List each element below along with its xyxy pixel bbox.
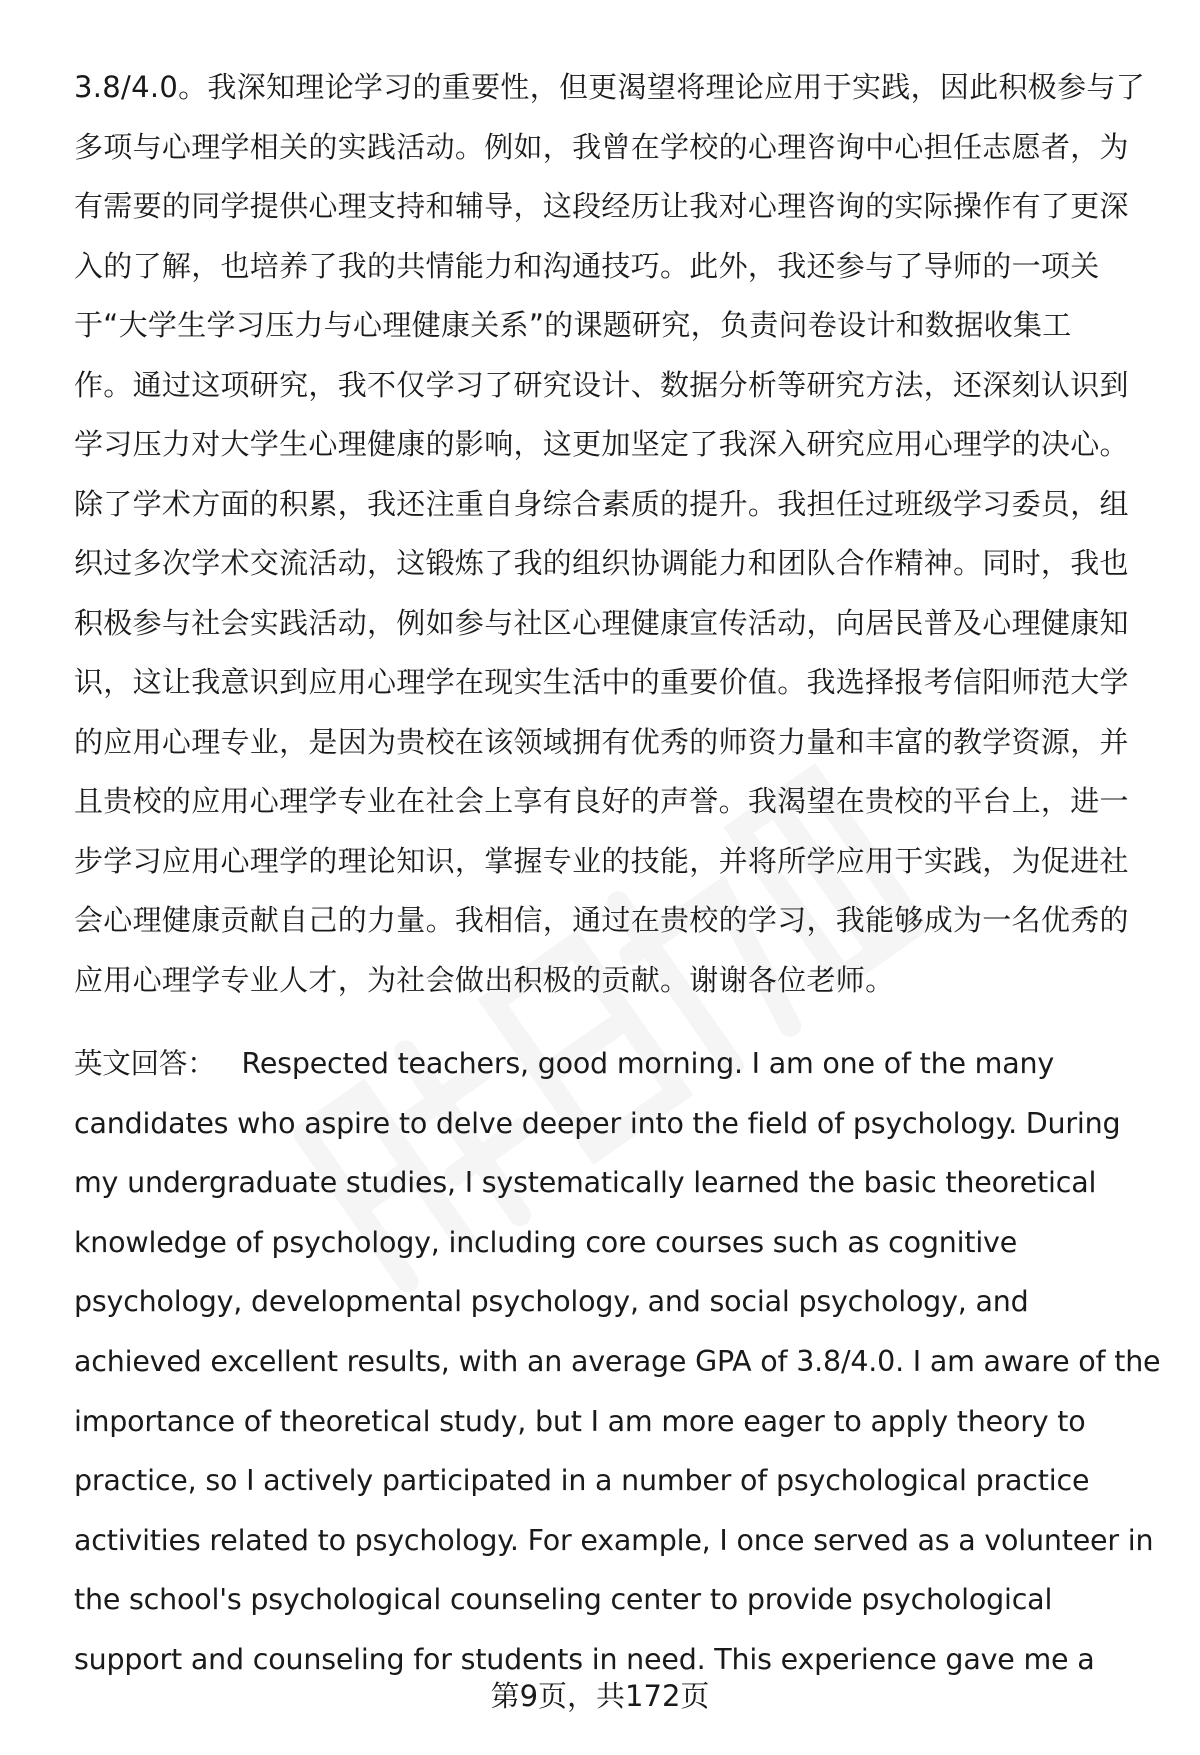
- text-line: candidates who aspire to delve deeper into the field of psychology. During: [74, 1106, 1121, 1140]
- english-first-line: Respected teachers, good morning. I am one of the many: [241, 1047, 1055, 1080]
- text-line: 织过多次学术交流活动，这锻炼了我的组织协调能力和团队合作精神。同时，我也: [74, 546, 1129, 580]
- text-line: my undergraduate studies, I systematically learned the basic theoretical: [74, 1166, 1097, 1200]
- text-line: 识，这让我意识到应用心理学在现实生活中的重要价值。我选择报考信阳师范大学: [74, 665, 1129, 699]
- text-line: 积极参与社会实践活动，例如参与社区心理健康宣传活动，向居民普及心理健康知: [74, 605, 1129, 640]
- text-line: 除了学术方面的积累，我还注重自身综合素质的提升。我担任过班级学习委员，组: [74, 486, 1129, 521]
- text-line: psychology, developmental psychology, and social psychology, and: [74, 1285, 1029, 1319]
- text-line: 多项与心理学相关的实践活动。例如，我曾在学校的心理咨询中心担任志愿者，为: [74, 129, 1129, 164]
- text-line: 3.8/4.0。我深知理论学习的重要性，但更渴望将理论应用于实践，因此积极参与了: [74, 70, 1146, 104]
- text-line: support and counseling for students in need. This experience gave me a: [74, 1642, 1095, 1676]
- chinese-answer-text: [74, 58, 1174, 1010]
- text-line: 入的了解，也培养了我的共情能力和沟通技巧。此外，我还参与了导师的一项关: [74, 248, 1100, 283]
- english-answer-text: [74, 1034, 1174, 1690]
- text-line: 的应用心理专业，是因为贵校在该领域拥有优秀的师资力量和丰富的教学资源，并: [74, 724, 1129, 759]
- text-line: [74, 1034, 1174, 1094]
- text-line: 作。通过这项研究，我不仅学习了研究设计、数据分析等研究方法，还深刻认识到: [74, 367, 1129, 402]
- text-line: 步学习应用心理学的理论知识，掌握专业的技能，并将所学应用于实践，为促进社: [74, 843, 1129, 878]
- text-line: achieved excellent results, with an average GPA of 3.8/4.0. I am aware of the: [74, 1344, 1161, 1378]
- text-line: 会心理健康贡献自己的力量。我相信，通过在贵校的学习，我能够成为一名优秀的: [74, 903, 1129, 937]
- text-line: 且贵校的应用心理学专业在社会上享有良好的声誉。我渴望在贵校的平台上，进一: [74, 784, 1129, 818]
- page-number-footer: 第9页，共172页: [490, 1679, 710, 1713]
- text-line: 有需要的同学提供心理支持和辅导，这段经历让我对心理咨询的实际操作有了更深: [74, 189, 1129, 223]
- text-line: 于“大学生学习压力与心理健康关系”的课题研究，负责问卷设计和数据收集工: [74, 308, 1072, 342]
- text-line: 学习压力对大学生心理健康的影响，这更加坚定了我深入研究应用心理学的决心。: [74, 427, 1129, 461]
- text-line: knowledge of psychology, including core courses such as cognitive: [74, 1225, 1018, 1259]
- english-answer-label: 英文回答：: [74, 1047, 216, 1080]
- text-line: importance of theoretical study, but I am more eager to apply theory to: [74, 1404, 1086, 1438]
- text-line: the school's psychological counseling center to provide psychological: [74, 1583, 1053, 1617]
- text-line: activities related to psychology. For example, I once served as a volunteer in: [74, 1523, 1154, 1557]
- text-line: 应用心理学专业人才，为社会做出积极的贡献。谢谢各位老师。: [74, 962, 895, 997]
- text-line: practice, so I actively participated in a number of psychological practice: [74, 1464, 1090, 1498]
